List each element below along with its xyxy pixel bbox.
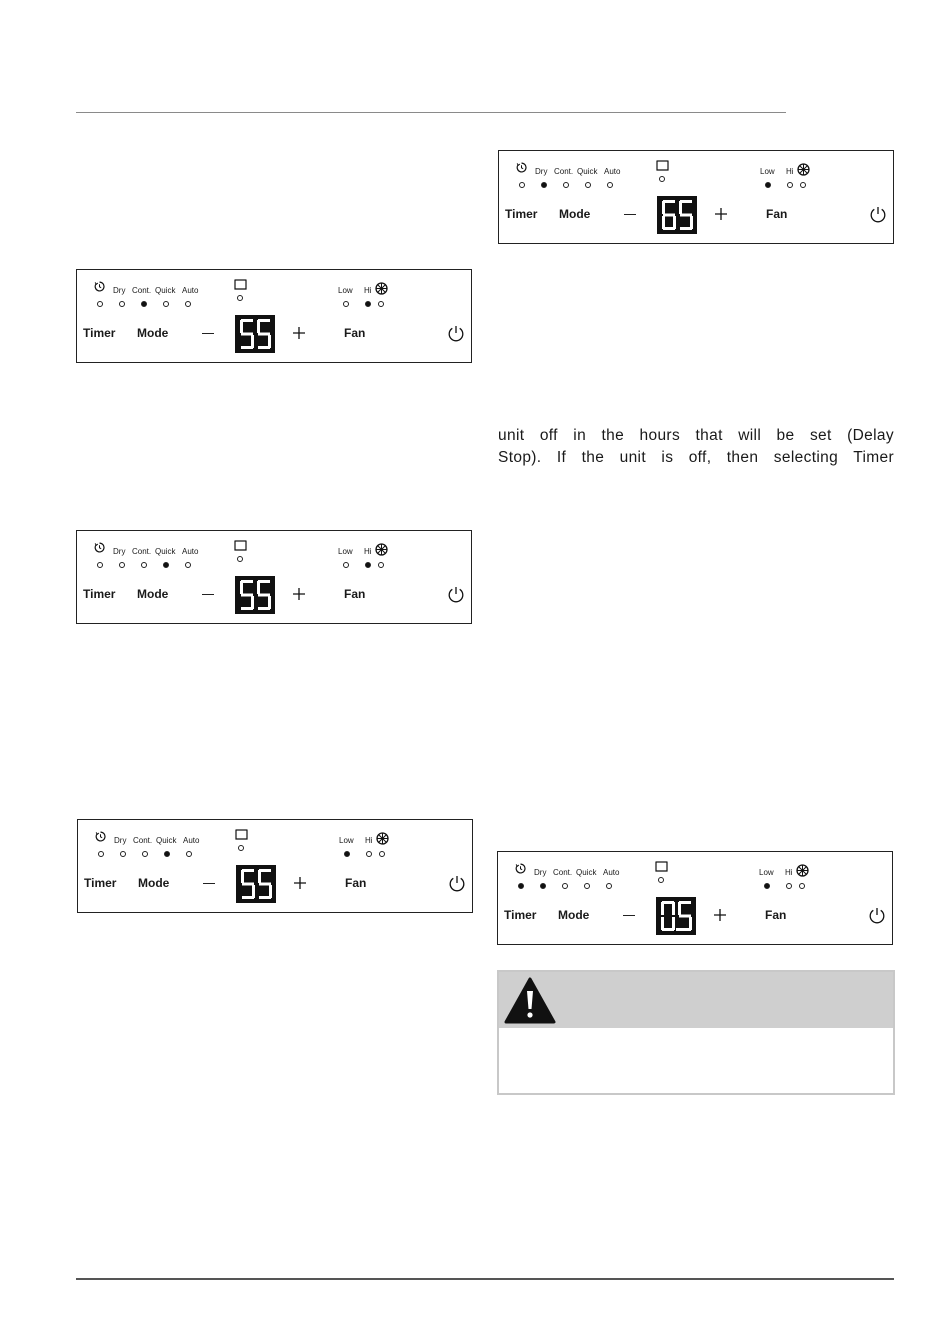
led-dry xyxy=(120,851,126,857)
mode-label-dry: Dry xyxy=(114,836,127,845)
fan-low-label: Low xyxy=(339,836,354,845)
display-value xyxy=(235,315,275,353)
fan-low-label: Low xyxy=(759,868,774,877)
led-fan-low xyxy=(765,182,771,188)
mode-label-dry: Dry xyxy=(113,286,126,295)
led-timer xyxy=(519,182,525,188)
timer-button[interactable]: Timer xyxy=(505,207,538,221)
minus-icon[interactable] xyxy=(623,915,635,916)
display-value xyxy=(657,196,697,234)
humidity-display xyxy=(235,576,275,614)
led-dry xyxy=(541,182,547,188)
fan-speed-icon xyxy=(797,163,810,176)
timer-icon xyxy=(515,863,526,874)
mode-label-cont: Cont. xyxy=(553,868,573,877)
led-fan-extra xyxy=(378,562,384,568)
plus-icon[interactable] xyxy=(713,908,727,922)
panel-3 xyxy=(77,819,473,913)
fan-hi-label: Hi xyxy=(786,167,794,176)
panel-2 xyxy=(76,530,472,624)
minus-icon[interactable] xyxy=(624,214,636,215)
fan-speed-icon xyxy=(796,864,809,877)
led-dry xyxy=(540,883,546,889)
led-fan-hi xyxy=(786,883,792,889)
led-fan-extra xyxy=(800,182,806,188)
fan-button[interactable]: Fan xyxy=(766,207,788,221)
led-auto xyxy=(185,562,191,568)
water-tank-icon xyxy=(234,540,247,551)
mode-label-quick: Quick xyxy=(577,167,598,176)
humidity-display xyxy=(657,196,697,234)
led-quick xyxy=(164,851,170,857)
led-cont xyxy=(562,883,568,889)
led-quick xyxy=(163,562,169,568)
led-fan-low xyxy=(343,301,349,307)
led-quick xyxy=(585,182,591,188)
warning-box xyxy=(497,970,895,1095)
plus-icon[interactable] xyxy=(293,876,307,890)
led-tank-full xyxy=(659,176,665,182)
fan-speed-icon xyxy=(375,543,388,556)
led-fan-low xyxy=(343,562,349,568)
led-timer xyxy=(97,301,103,307)
water-tank-icon xyxy=(656,160,669,171)
led-tank-full xyxy=(238,845,244,851)
fan-hi-label: Hi xyxy=(364,286,372,295)
mode-label-cont: Cont. xyxy=(132,286,152,295)
led-fan-hi xyxy=(365,301,371,307)
panel-5 xyxy=(497,851,893,945)
fan-speed-icon xyxy=(376,832,389,845)
water-tank-icon xyxy=(234,279,247,290)
fan-low-label: Low xyxy=(338,286,353,295)
led-fan-hi xyxy=(365,562,371,568)
mode-label-dry: Dry xyxy=(113,547,126,556)
plus-icon[interactable] xyxy=(714,207,728,221)
minus-icon[interactable] xyxy=(202,333,214,334)
mode-label-auto: Auto xyxy=(604,167,621,176)
mode-label-auto: Auto xyxy=(603,868,620,877)
timer-icon xyxy=(94,542,105,553)
timer-button[interactable]: Timer xyxy=(83,326,116,340)
mode-label-dry: Dry xyxy=(535,167,548,176)
led-auto xyxy=(185,301,191,307)
mode-label-auto: Auto xyxy=(182,286,199,295)
mode-label-cont: Cont. xyxy=(554,167,574,176)
led-quick xyxy=(584,883,590,889)
led-dry xyxy=(119,562,125,568)
led-quick xyxy=(163,301,169,307)
timer-icon xyxy=(95,831,106,842)
timer-icon xyxy=(516,162,527,173)
led-fan-extra xyxy=(378,301,384,307)
humidity-display xyxy=(236,865,276,903)
mode-label-quick: Quick xyxy=(155,286,176,295)
fan-button[interactable]: Fan xyxy=(344,326,366,340)
led-tank-full xyxy=(237,295,243,301)
fan-button[interactable]: Fan xyxy=(345,876,367,890)
power-icon[interactable] xyxy=(448,874,466,892)
mode-label-quick: Quick xyxy=(576,868,597,877)
display-value xyxy=(656,897,696,935)
fan-hi-label: Hi xyxy=(364,547,372,556)
mode-button[interactable]: Mode xyxy=(137,326,169,340)
panel-1 xyxy=(76,269,472,363)
mode-button[interactable]: Mode xyxy=(559,207,591,221)
display-value xyxy=(236,865,276,903)
led-cont xyxy=(142,851,148,857)
timer-icon xyxy=(94,281,105,292)
led-timer xyxy=(97,562,103,568)
led-fan-hi xyxy=(787,182,793,188)
mode-button[interactable]: Mode xyxy=(137,587,169,601)
fan-button[interactable]: Fan xyxy=(344,587,366,601)
body-text-line-2: Stop). If the unit is off, then selecting Timer xyxy=(498,449,894,466)
mode-label-quick: Quick xyxy=(156,836,177,845)
fan-hi-label: Hi xyxy=(785,868,793,877)
mode-label-cont: Cont. xyxy=(133,836,153,845)
led-fan-low xyxy=(764,883,770,889)
led-tank-full xyxy=(658,877,664,883)
led-timer xyxy=(98,851,104,857)
led-cont xyxy=(563,182,569,188)
water-tank-icon xyxy=(235,829,248,840)
led-auto xyxy=(606,883,612,889)
led-fan-low xyxy=(344,851,350,857)
warning-triangle-icon xyxy=(503,976,557,1026)
humidity-display xyxy=(235,315,275,353)
mode-label-cont: Cont. xyxy=(132,547,152,556)
fan-hi-label: Hi xyxy=(365,836,373,845)
panel-4 xyxy=(498,150,894,244)
mode-label-dry: Dry xyxy=(534,868,547,877)
fan-low-label: Low xyxy=(338,547,353,556)
plus-icon[interactable] xyxy=(292,326,306,340)
mode-button[interactable]: Mode xyxy=(138,876,170,890)
led-fan-extra xyxy=(379,851,385,857)
minus-icon[interactable] xyxy=(202,594,214,595)
led-tank-full xyxy=(237,556,243,562)
timer-button[interactable]: Timer xyxy=(504,908,537,922)
water-tank-icon xyxy=(655,861,668,872)
humidity-display xyxy=(656,897,696,935)
led-fan-hi xyxy=(366,851,372,857)
led-dry xyxy=(119,301,125,307)
power-icon[interactable] xyxy=(869,205,887,223)
fan-low-label: Low xyxy=(760,167,775,176)
minus-icon[interactable] xyxy=(203,883,215,884)
fan-speed-icon xyxy=(375,282,388,295)
header-rule xyxy=(76,112,786,113)
power-icon[interactable] xyxy=(868,906,886,924)
led-auto xyxy=(607,182,613,188)
led-cont xyxy=(141,562,147,568)
footer-rule xyxy=(76,1278,894,1280)
power-icon[interactable] xyxy=(447,324,465,342)
led-timer xyxy=(518,883,524,889)
led-fan-extra xyxy=(799,883,805,889)
timer-button[interactable]: Timer xyxy=(84,876,117,890)
timer-button[interactable]: Timer xyxy=(83,587,116,601)
led-cont xyxy=(141,301,147,307)
mode-label-quick: Quick xyxy=(155,547,176,556)
mode-label-auto: Auto xyxy=(182,547,199,556)
display-value xyxy=(235,576,275,614)
led-auto xyxy=(186,851,192,857)
mode-label-auto: Auto xyxy=(183,836,200,845)
plus-icon[interactable] xyxy=(292,587,306,601)
warning-header xyxy=(499,972,893,1028)
body-text-line-1: unit off in the hours that will be set (Delay xyxy=(498,427,894,444)
mode-button[interactable]: Mode xyxy=(558,908,590,922)
power-icon[interactable] xyxy=(447,585,465,603)
fan-button[interactable]: Fan xyxy=(765,908,787,922)
